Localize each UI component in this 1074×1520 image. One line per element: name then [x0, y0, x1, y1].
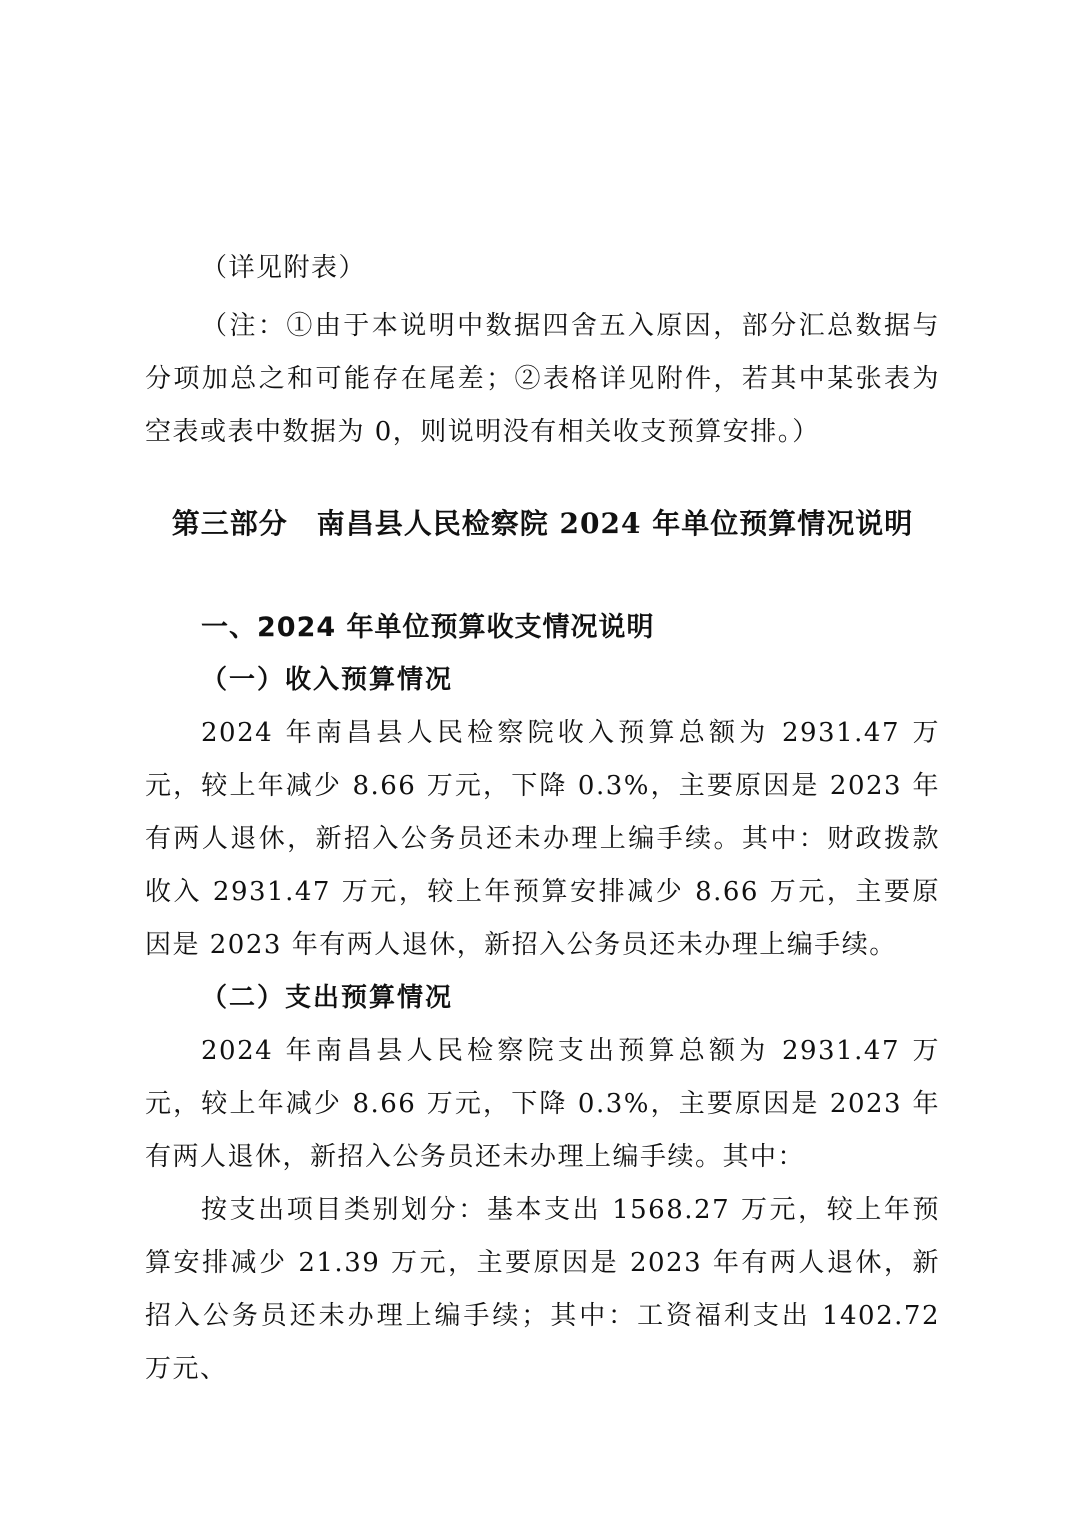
expenditure-by-category-paragraph: 按支出项目类别划分：基本支出 1568.27 万元，较上年预算安排减少 21.39 万元，主要原因是 2023 年有两人退休，新招入公务员还未办理上编手续；其中：工资福利支出 1402.72 万元、: [145, 1195, 940, 1384]
section-1: [145, 601, 940, 1396]
section-1-heading: 一、2024 年单位预算收支情况说明: [201, 612, 655, 643]
part-title: 第三部分 南昌县人民检察院 2024 年单位预算情况说明: [171, 507, 914, 540]
rounding-note-block: [145, 300, 940, 459]
rounding-note: （注：①由于本说明中数据四舍五入原因，部分汇总数据与分项加总之和可能存在尾差；②表格详见附件，若其中某张表为空表或表中数据为 0，则说明没有相关收支预算安排。）: [145, 311, 940, 447]
see-attachment-note: （详见附表）: [201, 253, 367, 283]
see-attachment-block: [145, 242, 940, 295]
income-heading: （一）收入预算情况: [201, 665, 454, 695]
expenditure-paragraph: 2024 年南昌县人民检察院支出预算总额为 2931.47 万元，较上年减少 8.66 万元，下降 0.3%，主要原因是 2023 年有两人退休，新招入公务员还未办理上编手续。其中：: [145, 1036, 940, 1172]
expenditure-heading: （二）支出预算情况: [201, 983, 454, 1013]
income-paragraph: 2024 年南昌县人民检察院收入预算总额为 2931.47 万元，较上年减少 8.66 万元，下降 0.3%，主要原因是 2023 年有两人退休，新招入公务员还未办理上编手续。其中：财政拨款收入 2931.47 万元，较上年预算安排减少 8.66 万元，主要原因是 2023 年有两人退休，新招入公务员还未办理上编手续。: [145, 718, 940, 960]
